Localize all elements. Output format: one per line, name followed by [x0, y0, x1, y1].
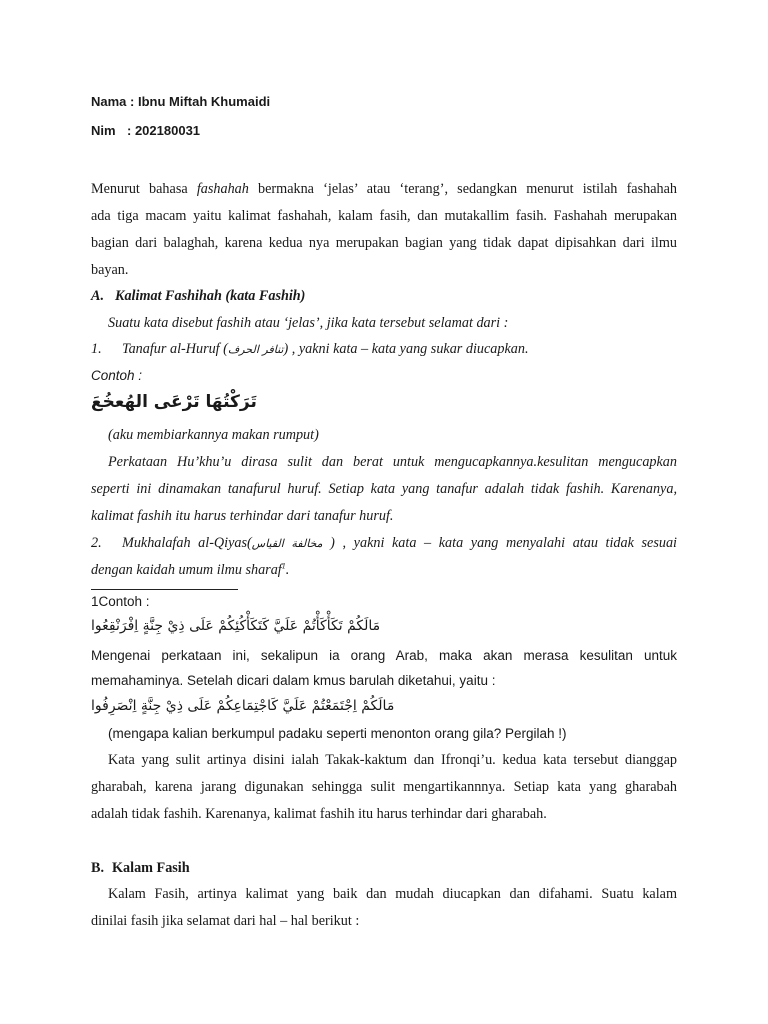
item-2-line-2 [91, 561, 677, 579]
arabic-example-1 [91, 393, 677, 411]
item-2-text-cont: ) , yakni kata – kata yang menyalahi atau tidak sesuai [322, 535, 677, 551]
item-1-text: Tanafur al-Huruf ( [122, 341, 228, 357]
after-para-line-1: Kata yang sulit artinya disini ialah Takak-kaktum dan Ifronqi’u. kedua kata tersebut dianggap [108, 752, 677, 768]
footnote-reference[interactable]: 1 [281, 561, 286, 571]
after-para-line-3: adalah tidak fashih. Karenanya, kalimat fashih itu harus terhindar dari gharabah. [91, 806, 547, 822]
item-2-arabic: مخالفة القياس [251, 537, 323, 550]
arabic-example-1-text: تَرَكْتُهَا تَرْعَى الهُعخُعَ [91, 392, 257, 412]
footnote-line-1: Mengenai perkataan ini, sekalipun ia orang Arab, maka akan merasa kesulitan untuk [91, 648, 677, 663]
section-b-line-2: dinilai fasih jika selamat dari hal – hal berikut : [91, 913, 360, 929]
name-value: Ibnu Miftah Khumaidi [137, 94, 271, 109]
intro-line-2: ada tiga macam yaitu kalimat fashahah, kalam fasih, dan mutakallim fasih. Fashahah merupakan [91, 208, 677, 224]
section-a-para-line-3: kalimat fashih itu harus terhindar dari tanafur huruf. [91, 508, 394, 524]
name-label: Nama : [91, 94, 138, 109]
nim-separator: : [127, 123, 135, 138]
footnote-arabic-1 [91, 617, 677, 635]
section-a-heading [91, 287, 677, 305]
item-2-text-end: dengan kaidah umum ilmu sharaf [91, 562, 282, 578]
footnote-arabic-2 [91, 697, 677, 715]
contoh-label: Contoh : [91, 368, 143, 383]
intro-line-3: bagian dari balaghah, karena kedua nya merupakan bagian yang tidak dapat dipisahkan dari ilmu [91, 235, 677, 251]
nim-label: Nim [91, 123, 116, 138]
item-2-period: . [285, 562, 290, 578]
item-2-number: 2. [91, 535, 102, 551]
intro-line-4: bayan. [91, 262, 129, 278]
intro-term-fashahah: fashahah [196, 181, 249, 197]
section-b-marker: B. [91, 860, 105, 876]
translation-1: (aku membiarkannya makan rumput) [108, 427, 319, 443]
section-a-para-line-1: Perkataan Hu’khu’u dirasa sulit dan berat untuk mengucapkannya.kesulitan mengucapkan [108, 454, 677, 470]
footnote-divider [91, 589, 238, 590]
intro-line-1 [91, 180, 677, 198]
nim-value: 202180031 [134, 123, 201, 138]
translation-2: (mengapa kalian berkumpul padaku seperti menonton orang gila? Pergilah !) [108, 726, 567, 741]
section-a-lead: Suatu kata disebut fashih atau ‘jelas’, jika kata tersebut selamat dari : [108, 315, 509, 331]
nim-line [91, 122, 677, 140]
section-b-title: Kalam Fasih [112, 860, 190, 876]
item-1-number: 1. [91, 341, 102, 357]
item-1-arabic: تنافر الحرف [227, 343, 284, 356]
item-1-text-cont: ) , yakni kata – kata yang sukar diucapkan. [283, 341, 529, 357]
intro-text-cont: bermakna ‘jelas’ atau ‘terang’, sedangkan menurut istilah fashahah [248, 181, 677, 197]
footnote-arabic-1-text: مَالَكُمْ تَكَأْكَأْتُمْ عَلَيَّ كَتَكَأْكُئِكُمْ عَلَى ذِيْ جِنَّةٍ اِفْرَنْقِعُوا [91, 618, 381, 634]
section-b-line-1: Kalam Fasih, artinya kalimat yang baik dan mudah diucapkan dan difahami. Suatu kalam [108, 886, 677, 902]
intro-text: Menurut bahasa [91, 181, 197, 197]
item-1 [91, 340, 677, 359]
section-a-para-line-2: seperti ini dinamakan tanafurul huruf. Setiap kata yang tanafur adalah tidak fashih. Karenanya, [91, 481, 677, 497]
item-2 [91, 534, 677, 553]
footnote-line-2: memahaminya. Setelah dicari dalam kmus barulah diketahui, yaitu : [91, 673, 496, 688]
item-2-text: Mukhalafah al-Qiyas( [122, 535, 252, 551]
name-line [91, 93, 677, 111]
after-para-line-2: gharabah, karena jarang digunakan sehingga sulit mengartikannnya. Setiap kata yang gharabah [91, 779, 677, 795]
footnote-label: 1Contoh : [91, 594, 150, 609]
section-a-marker: A. [91, 288, 105, 304]
section-a-title: Kalimat Fashihah (kata Fashih) [115, 288, 306, 304]
section-b-heading [91, 859, 677, 877]
footnote-arabic-2-text: مَالَكُمْ اِجْتَمَعْتُمْ عَلَيَّ كَاجْتِمَاعِكُمْ عَلَى ذِيْ جِنَّةٍ اِنْصَرِفُوا [91, 698, 395, 714]
